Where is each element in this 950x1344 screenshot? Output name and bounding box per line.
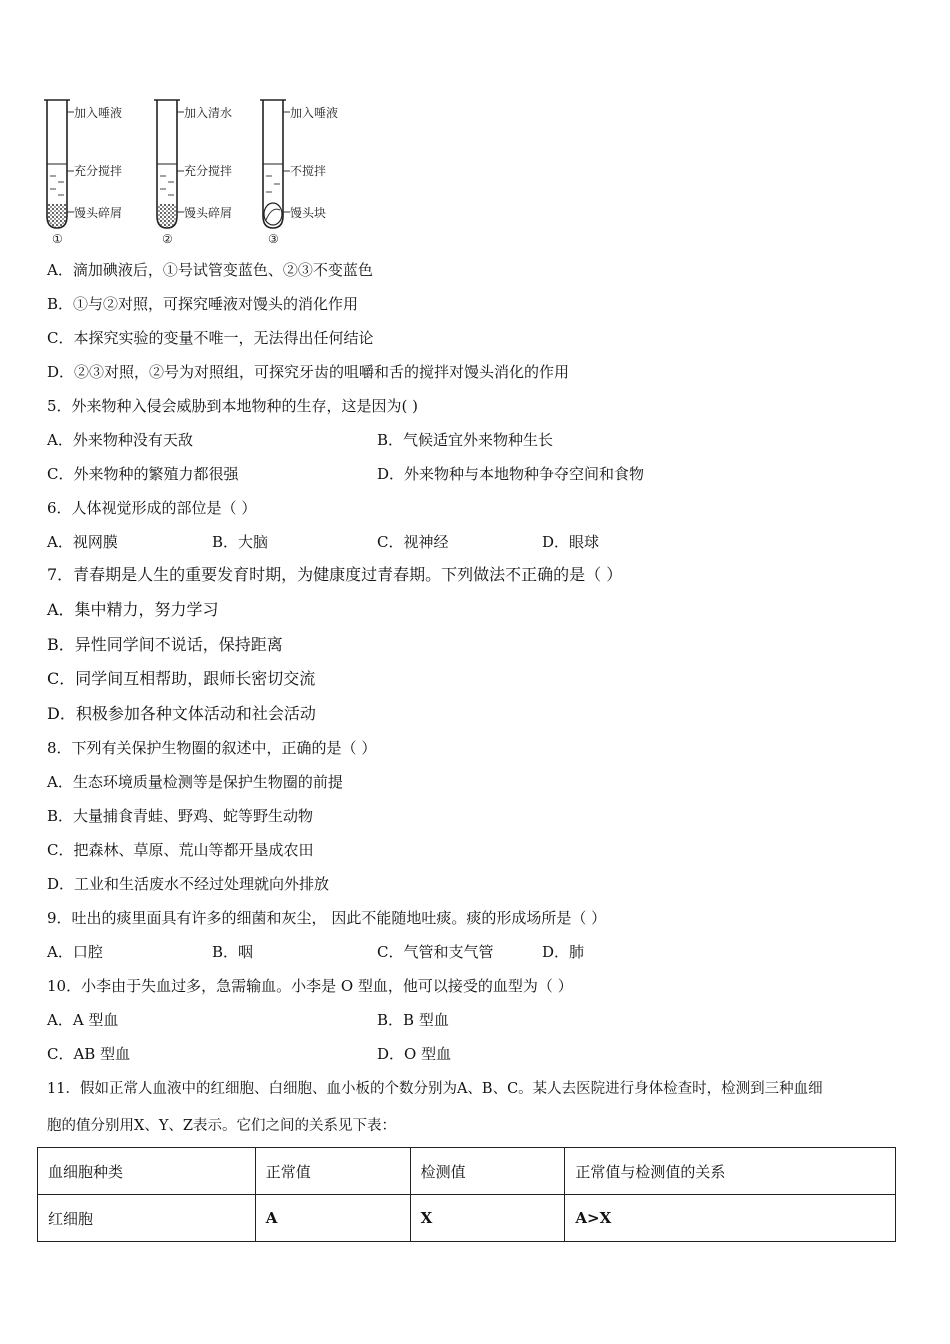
tube-2-mid-label: 充分搅拌: [184, 164, 233, 178]
tube-1-number: ①: [52, 232, 63, 246]
q9-stem: 9．吐出的痰里面具有许多的细菌和灰尘， 因此不能随地吐痰。痰的形成场所是（ ）: [47, 909, 607, 927]
table-header-row: [38, 1148, 896, 1195]
q7-option-b: B．异性同学间不说话，保持距离: [47, 635, 283, 654]
q6-option-a: A．视网膜: [47, 533, 118, 551]
table-cell: 红细胞: [38, 1195, 256, 1242]
tube-2-number: ②: [162, 232, 173, 246]
tube-3-top-label: 加入唾液: [290, 106, 339, 120]
q10-option-a: A．A 型血: [47, 1011, 119, 1029]
table-row: [38, 1195, 896, 1242]
q7-option-a: A．集中精力，努力学习: [47, 600, 219, 619]
q4-option-a: A．滴加碘液后，①号试管变蓝色、②③不变蓝色: [47, 261, 373, 279]
tube-2-top-label: 加入清水: [184, 106, 233, 120]
q5-option-c: C．外来物种的繁殖力都很强: [47, 465, 239, 483]
q10-option-b: B．B 型血: [377, 1011, 449, 1029]
tube-3-bottom-label: 馒头块: [290, 206, 327, 220]
q9-option-d: D．肺: [542, 943, 585, 961]
q9-option-b: B．咽: [212, 943, 254, 961]
q10-option-c: C．AB 型血: [47, 1045, 131, 1063]
q8-option-c: C．把森林、草原、荒山等都开垦成农田: [47, 841, 314, 859]
q11-stem-line-1: 11．假如正常人血液中的红细胞、白细胞、血小板的个数分别为A、B、C。某人去医院进行身体检查时，检测到三种血细: [47, 1081, 823, 1097]
q6-option-d: D．眼球: [542, 533, 600, 551]
tube-1: [44, 100, 74, 228]
q9-option-c: C．气管和支气管: [377, 943, 494, 961]
table-cell: A>X: [565, 1195, 896, 1242]
table-header-cell: 血细胞种类: [38, 1148, 256, 1195]
q5-option-b: B．气候适宜外来物种生长: [377, 431, 554, 449]
q11-stem-line-2: 胞的值分别用X、Y、Z表示。它们之间的关系见下表：: [47, 1118, 396, 1134]
q4-option-c: C．本探究实验的变量不唯一，无法得出任何结论: [47, 329, 374, 347]
q4-option-b: B．①与②对照，可探究唾液对馒头的消化作用: [47, 295, 359, 313]
q8-option-a: A．生态环境质量检测等是保护生物圈的前提: [47, 773, 343, 791]
blood-cell-table: [37, 1147, 896, 1242]
q4-option-d: D．②③对照，②号为对照组，可探究牙齿的咀嚼和舌的搅拌对馒头消化的作用: [47, 363, 570, 381]
table-cell: X: [410, 1195, 565, 1242]
q7-option-c: C．同学间互相帮助，跟师长密切交流: [47, 669, 316, 688]
tube-1-bottom-label: 馒头碎屑: [74, 206, 123, 220]
table-cell: A: [255, 1195, 410, 1242]
q7-option-d: D．积极参加各种文体活动和社会活动: [47, 704, 316, 723]
tube-3-number: ③: [268, 232, 279, 246]
tube-1-mid-label: 充分搅拌: [74, 164, 123, 178]
tube-1-top-label: 加入唾液: [74, 106, 123, 120]
q7-stem: 7．青春期是人生的重要发育时期，为健康度过青春期。下列做法不正确的是（ ）: [47, 565, 623, 584]
test-tube-figure: [40, 96, 360, 251]
q8-stem: 8．下列有关保护生物圈的叙述中，正确的是（ ）: [47, 739, 377, 757]
table-header-cell: 检测值: [410, 1148, 565, 1195]
q8-option-b: B．大量捕食青蛙、野鸡、蛇等野生动物: [47, 807, 314, 825]
tube-3: [260, 100, 290, 228]
q9-option-a: A．口腔: [47, 943, 103, 961]
q10-option-d: D．O 型血: [377, 1045, 452, 1063]
q6-option-c: C．视神经: [377, 533, 449, 551]
q8-option-d: D．工业和生活废水不经过处理就向外排放: [47, 875, 330, 893]
tube-2: [154, 100, 184, 228]
q6-stem: 6．人体视觉形成的部位是（ ）: [47, 499, 257, 517]
tube-3-mid-label: 不搅拌: [290, 164, 327, 178]
q5-stem: 5．外来物种入侵会威胁到本地物种的生存，这是因为( ): [47, 397, 419, 415]
table-header-cell: 正常值与检测值的关系: [565, 1148, 896, 1195]
q5-option-a: A．外来物种没有天敌: [47, 431, 193, 449]
table-header-cell: 正常值: [255, 1148, 410, 1195]
q5-option-d: D．外来物种与本地物种争夺空间和食物: [377, 465, 645, 483]
q10-stem: 10．小李由于失血过多，急需输血。小李是 O 型血，他可以接受的血型为（ ）: [47, 977, 573, 995]
tube-2-bottom-label: 馒头碎屑: [184, 206, 233, 220]
q6-option-b: B．大脑: [212, 533, 269, 551]
